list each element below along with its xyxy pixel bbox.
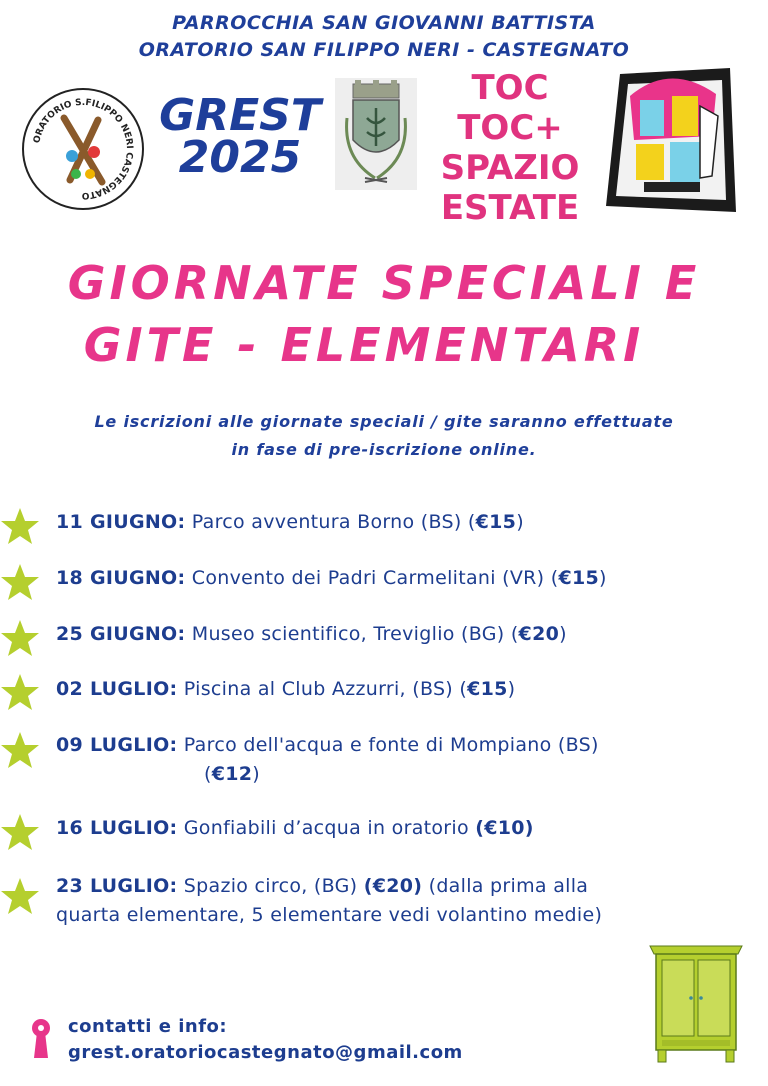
event-price: €15	[467, 678, 508, 700]
municipal-crest-image	[335, 78, 417, 190]
event-item	[56, 814, 746, 843]
event-tail: )	[252, 763, 260, 785]
event-date: 25 GIUGNO:	[56, 623, 186, 645]
intro-line-1: Le iscrizioni alle giornate speciali / gite saranno effettuate	[94, 412, 674, 431]
event-tail: )	[516, 511, 524, 533]
contacts-label: contatti e info:	[68, 1016, 228, 1037]
event-item	[56, 564, 746, 593]
event-desc-continued: quarta elementare, 5 elementare vedi volantino medie)	[56, 904, 603, 926]
intro-line-2: in fase di pre-iscrizione online.	[231, 440, 537, 459]
grest-year: 2025	[178, 132, 302, 183]
toc-toc-poster-image	[600, 66, 740, 216]
oratory-name: ORATORIO SAN FILIPPO NERI - CASTEGNATO	[138, 39, 630, 61]
event-desc: Parco avventura Borno (BS) (	[191, 511, 476, 533]
event-desc: Piscina al Club Azzurri, (BS) (	[183, 678, 468, 700]
event-item	[56, 620, 746, 649]
event-price: (€20)	[363, 875, 423, 897]
event-item	[56, 731, 746, 789]
event-item	[56, 508, 746, 537]
oratorio-logo	[22, 88, 144, 210]
event-item	[56, 872, 746, 930]
star-icon	[0, 730, 40, 770]
star-icon	[0, 672, 40, 712]
event-desc: Spazio circo, (BG)	[183, 875, 364, 897]
event-date: 23 LUGLIO:	[56, 875, 178, 897]
event-price: €15	[475, 511, 517, 533]
event-tail: )	[507, 678, 516, 700]
event-price: €20	[518, 623, 560, 645]
toc-line-1: TOC	[471, 68, 549, 108]
page-title-line-1: GIORNATE SPECIALI E	[67, 256, 701, 310]
event-desc-continued: (	[204, 763, 212, 785]
event-date: 18 GIUGNO:	[56, 567, 186, 589]
star-icon	[0, 562, 40, 602]
toc-line-3: SPAZIO	[440, 148, 580, 188]
event-date: 09 LUGLIO:	[56, 734, 178, 756]
toc-line-4: ESTATE	[440, 188, 580, 228]
star-icon	[0, 812, 40, 852]
grest-word: GREST	[159, 90, 321, 141]
event-tail: )	[559, 623, 567, 645]
event-price: €15	[558, 567, 600, 589]
star-icon	[0, 618, 40, 658]
event-date: 11 GIUGNO:	[56, 511, 186, 533]
parish-name: PARROCCHIA SAN GIOVANNI BATTISTA	[172, 12, 596, 34]
oratorio-logo-text: ORATORIO S.FILIPPO NERI CASTEGNATO	[32, 97, 135, 201]
event-price: €12	[211, 763, 253, 785]
wardrobe-illustration	[648, 940, 744, 1064]
event-desc: Museo scientifico, Treviglio (BG) (	[191, 623, 519, 645]
keyhole-icon	[30, 1018, 52, 1060]
contact-email-link[interactable]: grest.oratoriocastegnato@gmail.com	[68, 1042, 463, 1063]
event-date: 02 LUGLIO:	[56, 678, 178, 700]
event-date: 16 LUGLIO:	[56, 817, 178, 839]
event-tail: (dalla prima alla	[422, 875, 589, 897]
page-title-line-2: GITE - ELEMENTARI	[83, 318, 645, 372]
toc-line-2: TOC+	[457, 108, 563, 148]
event-desc: Gonfiabili d’acqua in oratorio	[183, 817, 476, 839]
event-item	[56, 675, 746, 704]
event-desc: Convento dei Padri Carmelitani (VR) (	[191, 567, 559, 589]
event-desc: Parco dell'acqua e fonte di Mompiano (BS)	[183, 734, 599, 756]
event-tail: )	[599, 567, 607, 589]
event-price: (€10)	[475, 817, 534, 839]
star-icon	[0, 506, 40, 546]
star-icon	[0, 876, 40, 916]
